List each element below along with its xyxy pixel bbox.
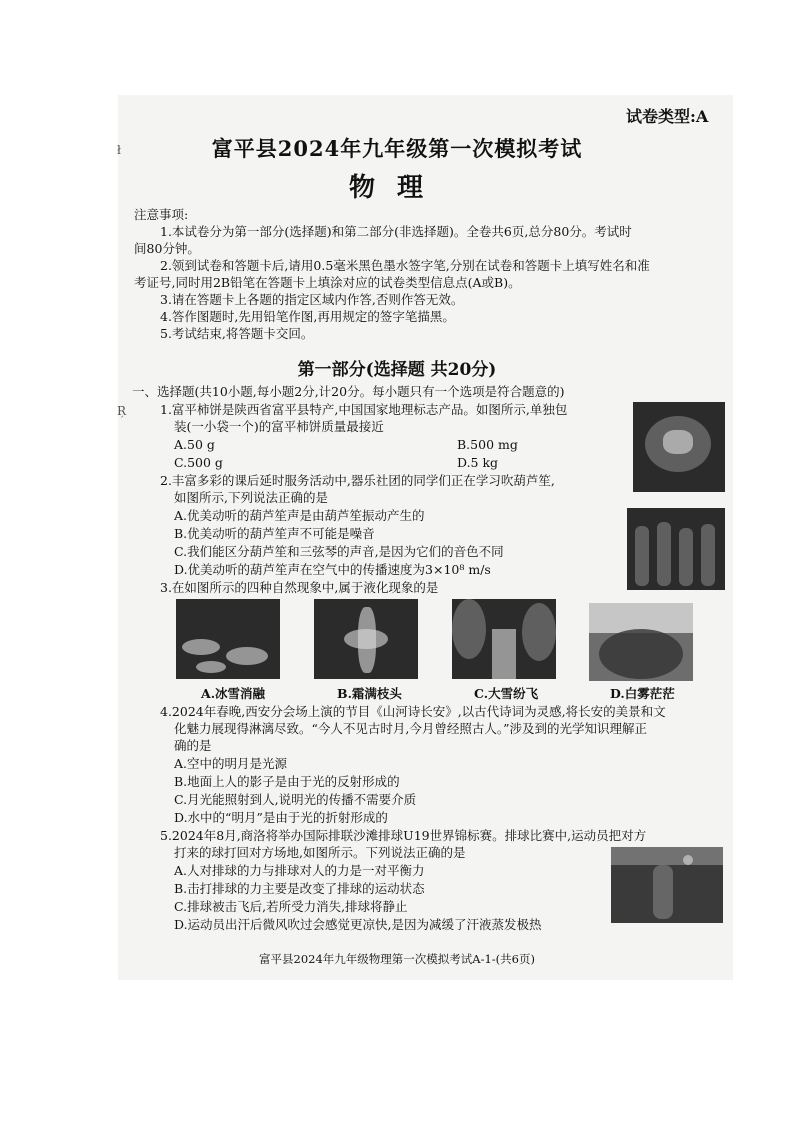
- option-c: C.月光能照射到人,说明光的传播不需要介质: [174, 792, 417, 807]
- note-line: 5.考试结束,将答题卡交回。: [160, 326, 314, 341]
- scan-mark: Ŗ: [117, 404, 127, 418]
- scan-mark: ł: [117, 143, 121, 157]
- note-line: 考证号,同时用2B铅笔在答题卡上填涂对应的试卷类型信息点(A或B)。: [134, 275, 521, 290]
- question-stem: 1.富平柿饼是陕西省富平县特产,中国国家地理标志产品。如图所示,单独包: [160, 402, 568, 417]
- students-playing-photo: [627, 508, 725, 590]
- option-b: B.击打排球的力主要是改变了排球的运动状态: [174, 881, 425, 896]
- option-d: D.水中的“明月”是由于光的折射形成的: [174, 810, 388, 825]
- image-caption-d: D.白雾茫茫: [610, 686, 675, 701]
- note-line: 2.领到试卷和答题卡后,请用0.5毫米黑色墨水签字笔,分别在试卷和答题卡上填写姓名和准: [160, 258, 650, 273]
- question-stem: 化魅力展现得淋漓尽致。“今人不见古时月,今月曾经照古人。”涉及到的光学知识理解正: [174, 721, 648, 736]
- question-stem: 4.2024年春晚,西安分会场上演的节目《山河诗长安》,以古代诗词为灵感,将长安的美景和文: [160, 704, 666, 719]
- option-d: D.优美动听的葫芦笙声在空气中的传播速度为3×10⁸ m/s: [174, 562, 491, 577]
- paper-type-label: 试卷类型:A: [626, 107, 709, 126]
- option-c: C.我们能区分葫芦笙和三弦琴的声音,是因为它们的音色不同: [174, 544, 504, 559]
- subject-title: 物理: [348, 173, 445, 203]
- question-stem: 5.2024年8月,商洛将举办国际排联沙滩排球U19世界锦标赛。排球比赛中,运动员把对方: [160, 828, 647, 843]
- question-stem: 3.在如图所示的四种自然现象中,属于液化现象的是: [160, 580, 439, 595]
- note-line: 3.请在答题卡上各题的指定区域内作答,否则作答无效。: [160, 292, 464, 307]
- note-line: 间80分钟。: [134, 241, 200, 256]
- frost-branches-photo: [314, 599, 418, 679]
- persimmon-cake-photo: [633, 402, 725, 492]
- option-d: D.运动员出汗后微风吹过会感觉更凉快,是因为减缓了汗液蒸发极热: [174, 917, 542, 932]
- question-stem: 2.丰富多彩的课后延时服务活动中,器乐社团的同学们正在学习吹葫芦笙,: [160, 473, 555, 488]
- question-stem: 确的是: [174, 738, 212, 753]
- option-a: A.人对排球的力与排球对人的力是一对平衡力: [174, 863, 425, 878]
- note-line: 4.答作图题时,先用铅笔作图,再用规定的签字笔描黑。: [160, 309, 455, 324]
- image-caption-b: B.霜满枝头: [337, 686, 402, 701]
- exam-title: 富平县2024年九年级第一次模拟考试: [211, 136, 583, 161]
- image-caption-c: C.大雪纷飞: [474, 686, 539, 701]
- option-a: A.优美动听的葫芦笙声是由葫芦笙振动产生的: [174, 508, 425, 523]
- question-stem: 打来的球打回对方场地,如图所示。下列说法正确的是: [174, 845, 466, 860]
- section-title: 第一部分(选择题 共20分): [297, 360, 497, 380]
- image-caption-a: A.冰雪消融: [201, 686, 266, 701]
- volleyball-photo: [611, 847, 723, 923]
- option-a: A.50 g: [174, 437, 215, 452]
- question-stem: 如图所示,下列说法正确的是: [174, 490, 328, 505]
- option-b: B.地面上人的影子是由于光的反射形成的: [174, 774, 400, 789]
- question-stem: 装(一小袋一个)的富平柿饼质量最接近: [174, 419, 384, 434]
- option-c: C.排球被击飞后,若所受力消失,排球将静止: [174, 899, 408, 914]
- heavy-snow-photo: [452, 599, 556, 679]
- option-b: B.500 mg: [457, 437, 518, 452]
- ice-melting-photo: [176, 599, 280, 679]
- note-line: 1.本试卷分为第一部分(选择题)和第二部分(非选择题)。全卷共6页,总分80分。考试时: [160, 224, 632, 239]
- option-b: B.优美动听的葫芦笙声不可能是噪音: [174, 526, 375, 541]
- option-d: D.5 kg: [457, 455, 499, 470]
- section-instruction: 一、选择题(共10小题,每小题2分,计20分。每小题只有一个选项是符合题意的): [132, 384, 565, 399]
- notes-heading: 注意事项:: [134, 207, 189, 222]
- option-a: A.空中的明月是光源: [174, 756, 288, 771]
- page-footer: 富平县2024年九年级物理第一次模拟考试A-1-(共6页): [259, 952, 535, 966]
- option-c: C.500 g: [174, 455, 223, 470]
- white-fog-photo: [589, 603, 693, 681]
